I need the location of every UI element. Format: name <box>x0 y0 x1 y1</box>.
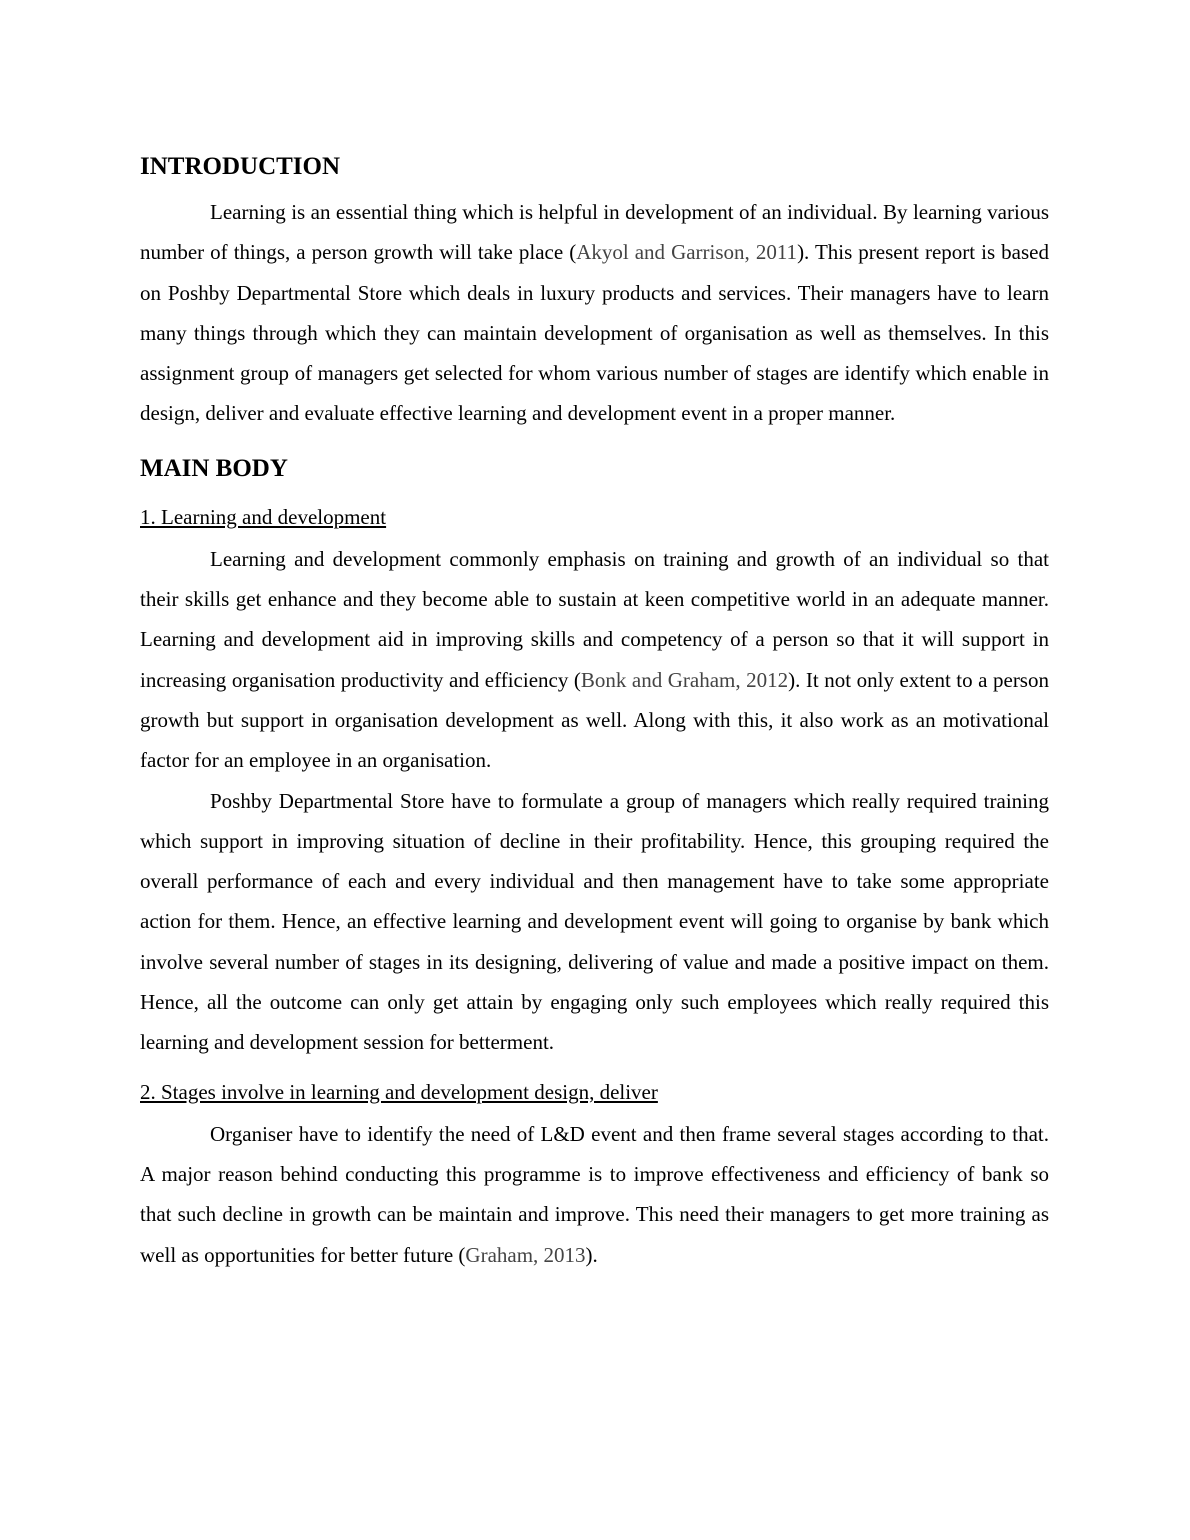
section-2-paragraph-1 <box>140 1114 1049 1275</box>
section-1-para-1-text-end: ). It not only extent to a person growth but support in organisation development as well. Along with this, it also work as an motivational factor for an employee in an organisation. <box>140 667 1049 773</box>
introduction-paragraph <box>140 192 1049 434</box>
document-page <box>140 150 1049 1275</box>
citation-graham: Graham, 2013 <box>465 1242 586 1267</box>
introduction-text-end: ). This present report is based on Poshby Departmental Store which deals in luxury products and services. Their managers have to learn many things through which they can maintain development of organisation as well as themselves. In this assignment group of managers get selected for whom various number of stages are identify which enable in design, deliver and evaluate effective learning and development event in a proper manner. <box>140 240 1049 426</box>
section-1-title: 1. Learning and development <box>140 504 387 529</box>
introduction-heading: INTRODUCTION <box>140 153 341 180</box>
section-2-para-1-text-start: Organiser have to identify the need of L&D event and then frame several stages according to that. A major reason behind conducting this programme is to improve effectiveness and efficiency of bank so that such decline in growth can be maintain and improve. This need their managers to get more training as well as opportunities for better future ( <box>140 1121 1049 1267</box>
citation-akyol-garrison: Akyol and Garrison, 2011 <box>576 240 798 265</box>
citation-bonk-graham: Bonk and Graham, 2012 <box>580 667 789 692</box>
introduction-text-start: Learning is an essential thing which is helpful in development of an individual. By learning various number of things, a person growth will take place ( <box>140 200 1049 265</box>
section-1-para-1-text-start: Learning and development commonly emphasis on training and growth of an individual so that their skills get enhance and they become able to sustain at keen competitive world in an adequate manner. Learning and development aid in improving skills and competency of a person so that it will support in increasing organisation productivity and efficiency ( <box>140 546 1049 692</box>
main-body-heading: MAIN BODY <box>140 454 288 482</box>
section-2-title: 2. Stages involve in learning and development design, deliver <box>140 1079 658 1104</box>
section-1-paragraph-1 <box>140 539 1049 781</box>
section-1-paragraph-2: Poshby Departmental Store have to formulate a group of managers which really required training which support in improving situation of decline in their profitability. Hence, this grouping required the overall performance of each and every individual and then management have to take some appropriate action for them. Hence, an effective learning and development event will going to organise by bank which involve several number of stages in its designing, delivering of value and made a positive impact on them. Hence, all the outcome can only get attain by engaging only such employees which really required this learning and development session for betterment. <box>140 788 1049 1055</box>
section-2-para-1-text-end: ). <box>585 1242 598 1267</box>
